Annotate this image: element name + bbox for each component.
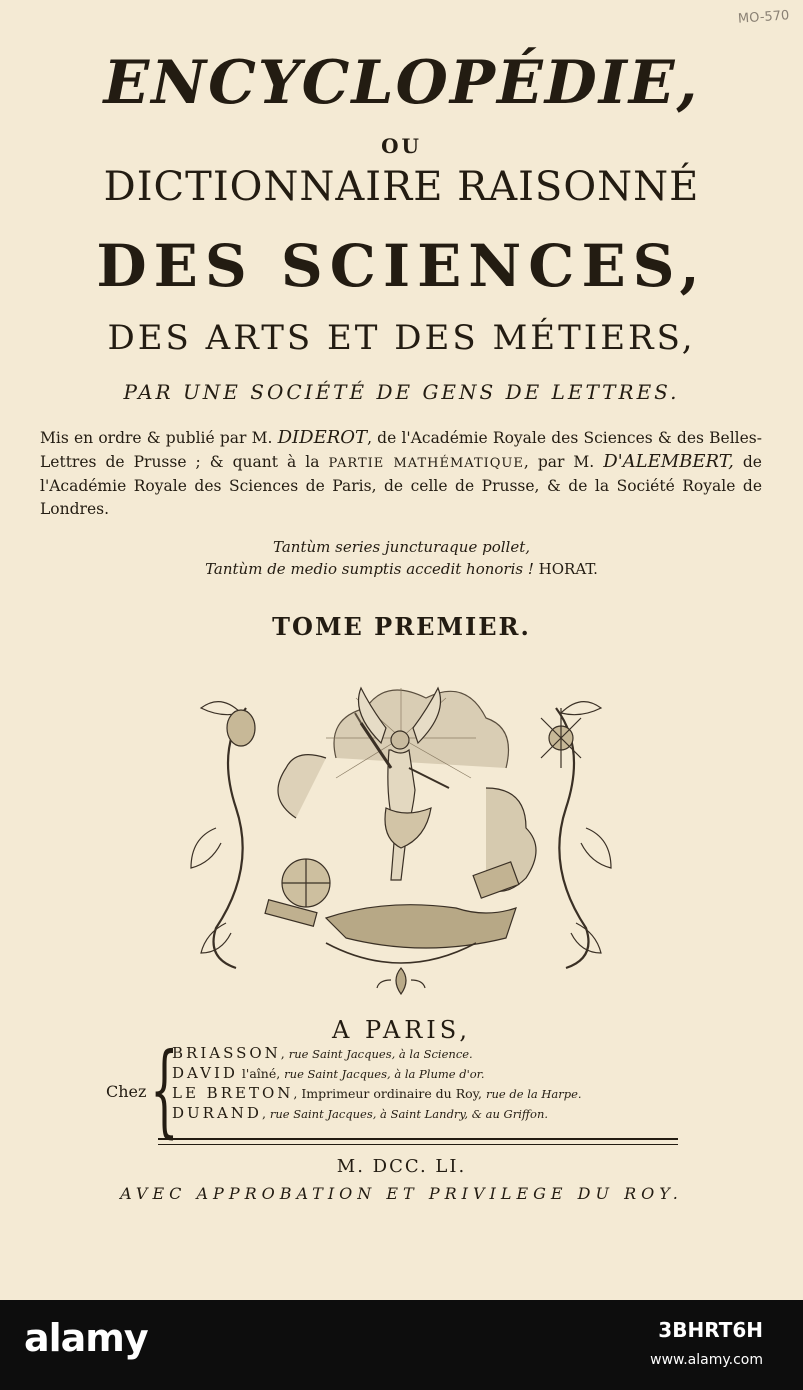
editor-alembert: D'ALEMBERT,	[603, 451, 734, 472]
double-rule-divider	[158, 1138, 678, 1145]
editor-diderot: DIDEROT	[277, 427, 368, 448]
shelfmark-annotation: MO-570	[737, 8, 790, 27]
printer-name: DAVID	[172, 1064, 238, 1082]
printer-entry	[172, 1044, 682, 1064]
latin-motto	[0, 536, 803, 580]
image-reference-code: 3BHRT6H	[658, 1318, 763, 1342]
printer-text: ,	[280, 1046, 289, 1061]
printer-name: LE BRETON	[172, 1084, 294, 1102]
printer-address: rue Saint Jacques, à la Science.	[288, 1047, 473, 1061]
editors-text-4: de l'Académie Royale des Sciences de Paris, de celle de Prusse, & de la Société Royale de Londres.	[40, 453, 762, 518]
printer-address: rue de la Harpe.	[486, 1087, 582, 1101]
title-line-sciences: DES SCIENCES,	[96, 232, 707, 300]
printer-name: BRIASSON	[172, 1044, 281, 1062]
imprint-place: A PARIS,	[331, 1016, 471, 1044]
publication-year: M. DCC. LI.	[336, 1156, 467, 1177]
tome-label: TOME PREMIER.	[272, 612, 531, 641]
title-line-arts: DES ARTS ET DES MÉTIERS,	[107, 318, 696, 358]
printer-address: rue Saint Jacques, à Saint Landry, & au Griffon.	[269, 1107, 549, 1121]
editors-text-3: , par M.	[523, 453, 604, 471]
editors-text-1: Mis en ordre & publié par M.	[40, 429, 278, 447]
title-line-dictionnaire: DICTIONNAIRE RAISONNÉ	[103, 164, 700, 210]
printers-list	[172, 1044, 682, 1124]
partie-mathematique: PARTIE MATHÉMATIQUE	[328, 456, 524, 471]
privilege-line: AVEC APPROBATION ET PRIVILEGE DU ROY.	[120, 1184, 683, 1203]
stock-photo-banner	[0, 1300, 803, 1390]
motto-author: HORAT.	[533, 560, 598, 578]
editors-text-2: , de l'Académie Royale des Sciences & des Belles-Lettres de Prusse ; & quant à la	[40, 429, 762, 471]
printer-name: DURAND	[172, 1104, 262, 1122]
curly-brace-icon: {	[150, 1031, 179, 1148]
printer-text: ,	[261, 1106, 270, 1121]
printer-entry	[172, 1104, 682, 1124]
site-url: www.alamy.com	[650, 1352, 763, 1368]
alamy-logo: alamy	[24, 1316, 148, 1360]
title-conjunction: OU	[381, 134, 422, 158]
printer-address: rue Saint Jacques, à la Plume d'or.	[284, 1067, 485, 1081]
printer-entry	[172, 1084, 682, 1104]
printer-text: , Imprimeur ordinaire du Roy,	[293, 1086, 486, 1101]
motto-line-1: Tantùm series juncturaque pollet,	[273, 538, 530, 556]
title-line-societe: PAR UNE SOCIÉTÉ DE GENS DE LETTRES.	[123, 380, 680, 404]
printer-text: l'aîné,	[237, 1066, 285, 1081]
main-title: ENCYCLOPÉDIE,	[103, 48, 700, 118]
engraved-allegory-illustration	[186, 668, 616, 1004]
imprint-chez: Chez	[106, 1082, 147, 1101]
motto-line-2: Tantùm de medio sumptis accedit honoris !	[205, 560, 534, 578]
printer-entry	[172, 1064, 682, 1084]
editors-paragraph	[40, 426, 762, 521]
